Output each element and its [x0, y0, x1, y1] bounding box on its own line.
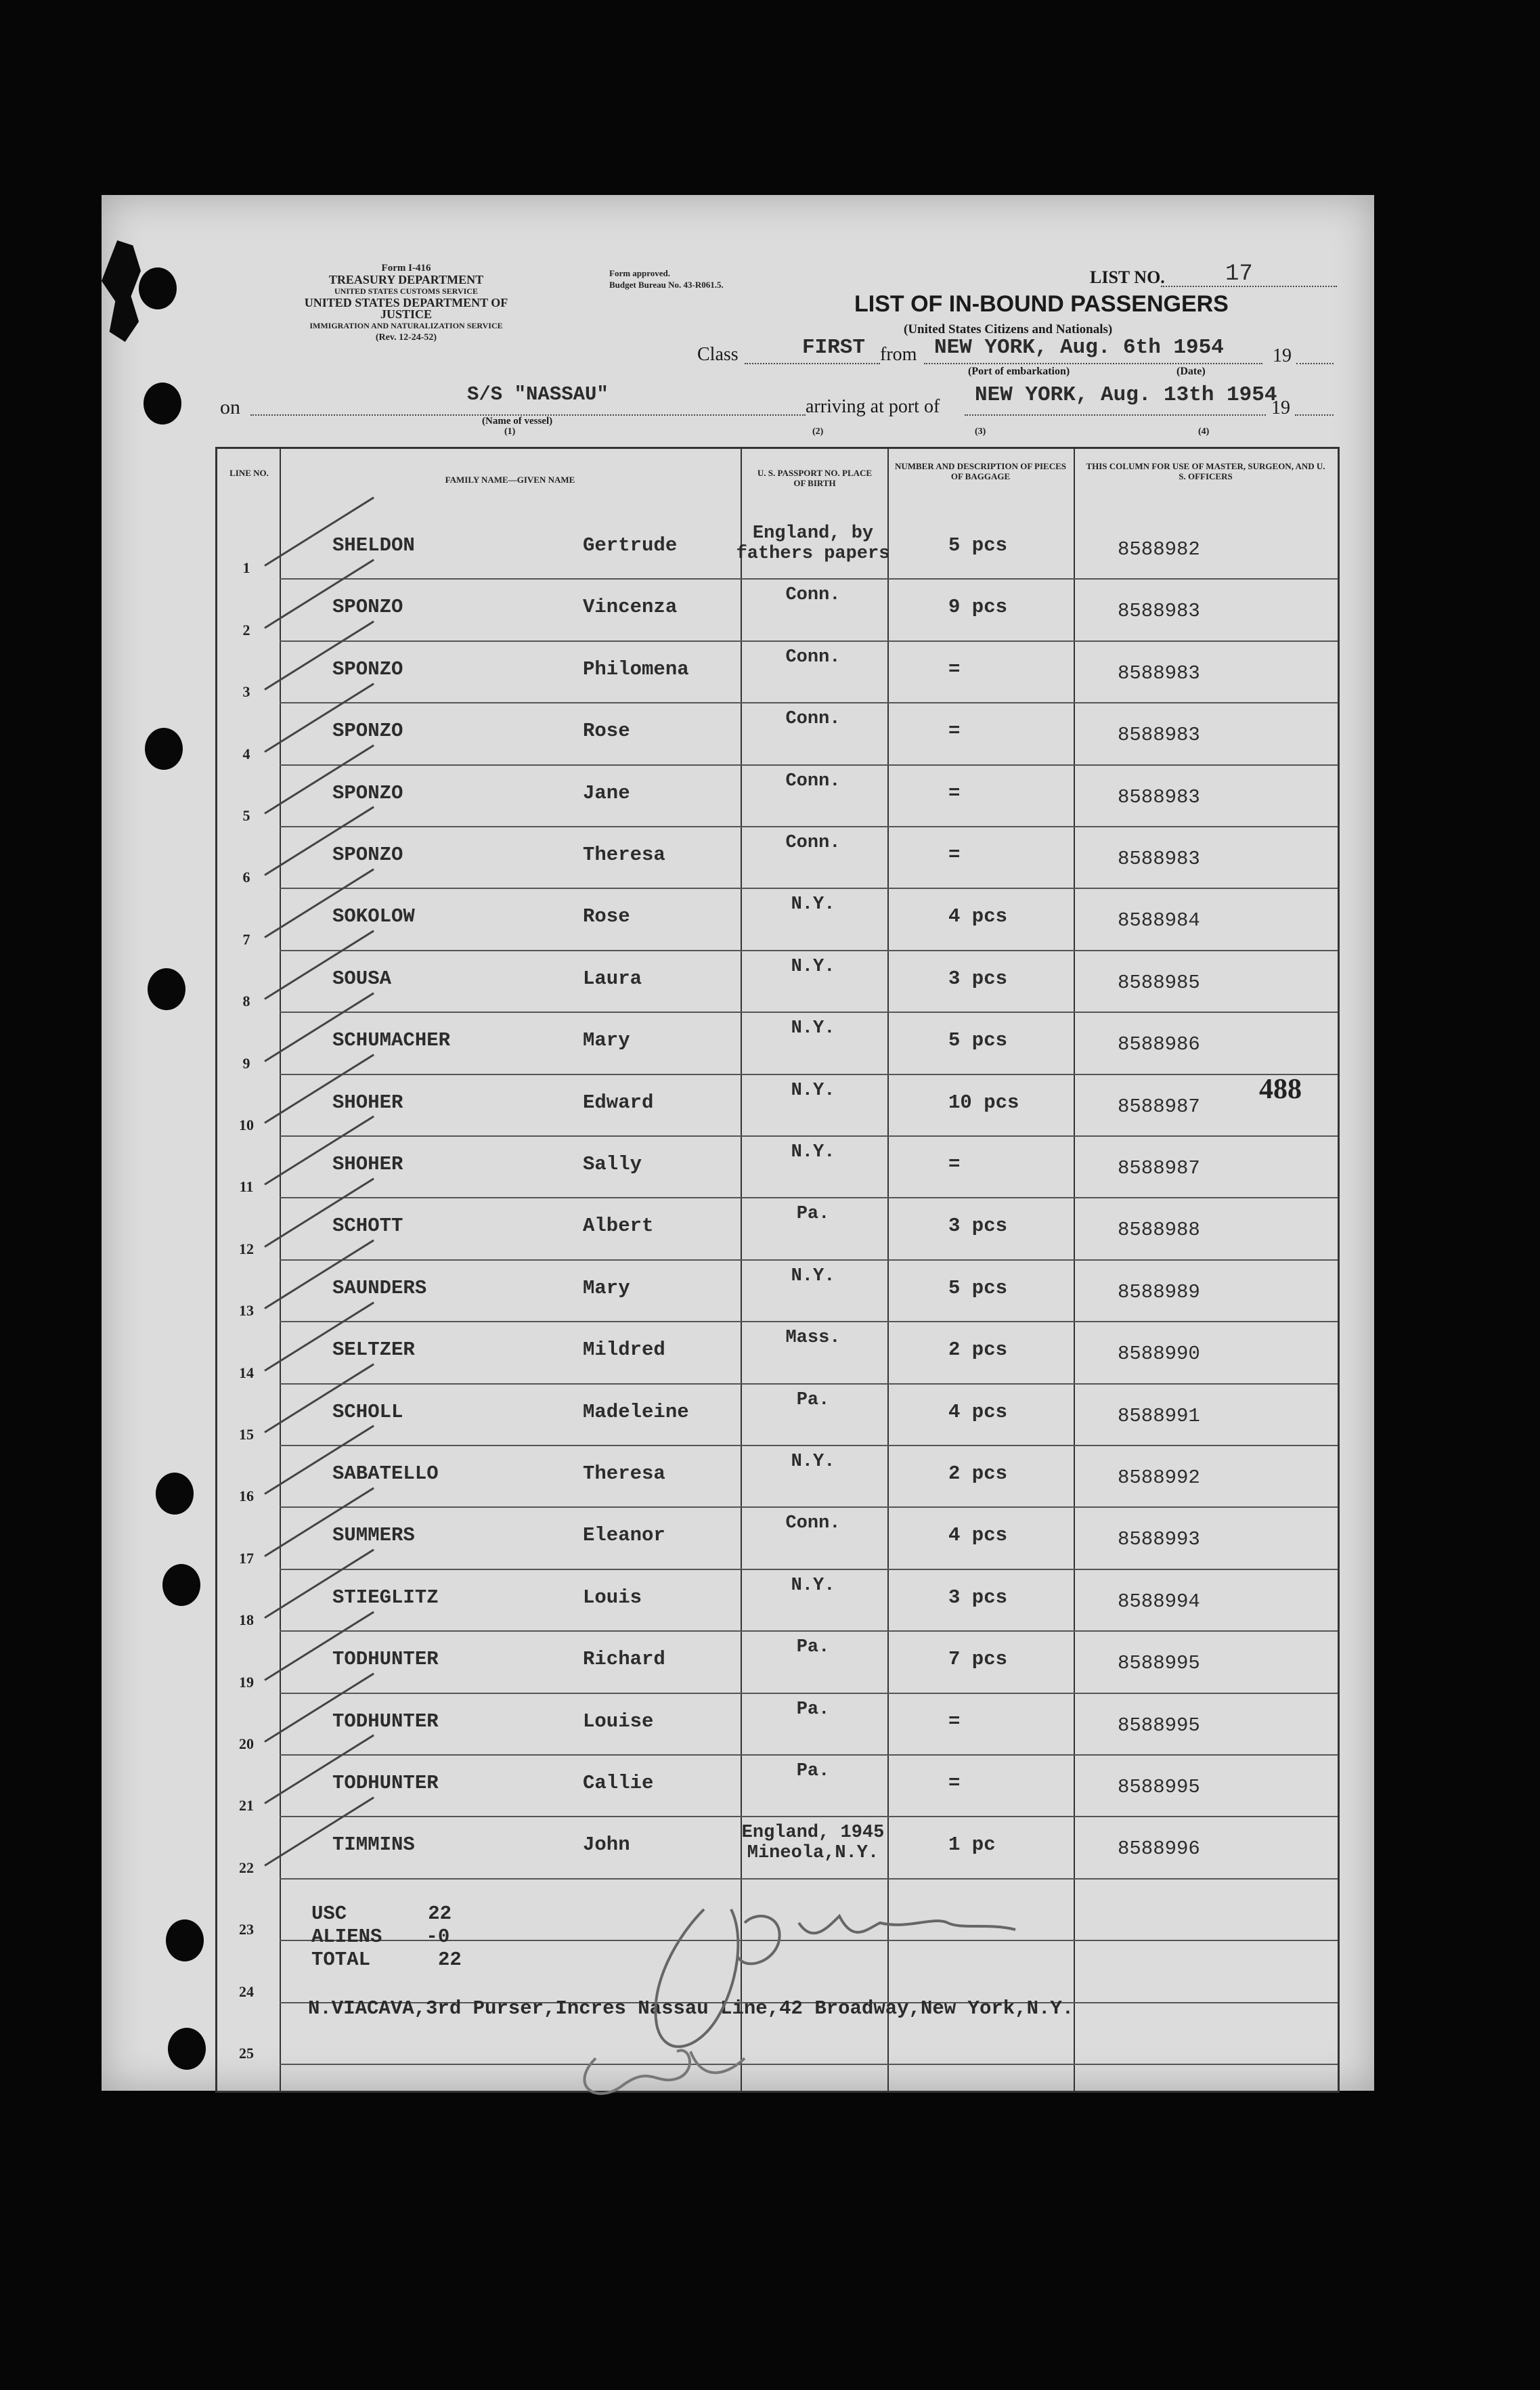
- from-label: from: [880, 344, 917, 365]
- given-name: Sally: [583, 1153, 642, 1175]
- place-of-birth: Conn.: [785, 833, 841, 853]
- place-of-birth: Conn.: [785, 1513, 841, 1534]
- header-name: FAMILY NAME—GIVEN NAME: [445, 475, 575, 485]
- side-number: 488: [1259, 1074, 1302, 1105]
- class-line: [745, 363, 880, 364]
- given-name: Rose: [583, 905, 630, 928]
- officer-code: 8588984: [1118, 909, 1200, 932]
- from-value: NEW YORK, Aug. 6th 1954: [934, 336, 1224, 360]
- treasury-dept: TREASURY DEPARTMENT: [328, 273, 484, 286]
- place-of-birth: England, by fathers papers: [736, 523, 890, 564]
- passenger-table: [215, 447, 1340, 2093]
- family-name: STIEGLITZ: [332, 1586, 439, 1609]
- given-name: Jane: [583, 781, 630, 804]
- vessel-name: S/S "NASSAU": [467, 383, 609, 406]
- family-name: SOUSA: [332, 967, 392, 990]
- totals-block: [311, 1903, 462, 1972]
- list-no-value: 17: [1225, 261, 1253, 287]
- arriving-label: arriving at port of: [806, 396, 940, 417]
- row-divider: [280, 888, 1338, 889]
- punch-hole: [144, 383, 181, 425]
- baggage: 2 pcs: [948, 1462, 1008, 1485]
- line-number: 2: [242, 621, 250, 638]
- family-name: SABATELLO: [332, 1462, 439, 1485]
- row-divider: [280, 1630, 1338, 1632]
- row-divider: [280, 764, 1338, 766]
- given-name: Edward: [583, 1091, 654, 1114]
- line-number: 6: [242, 869, 250, 886]
- given-name: Rose: [583, 720, 630, 743]
- row-divider: [280, 1445, 1338, 1446]
- port-embark-caption: (Port of embarkation): [968, 366, 1070, 377]
- officer-code: 8588990: [1118, 1343, 1200, 1366]
- line-number: 20: [239, 1735, 254, 1752]
- line-number: 16: [239, 1487, 254, 1505]
- place-of-birth: N.Y.: [791, 1452, 835, 1472]
- form-id-block: [278, 263, 535, 343]
- row-divider: [280, 1506, 1338, 1508]
- given-name: Laura: [583, 967, 642, 990]
- year-suffix: 19: [1273, 345, 1292, 366]
- given-name: Louis: [583, 1586, 642, 1609]
- place-of-birth: Conn.: [785, 770, 841, 791]
- officer-code: 8588988: [1118, 1219, 1200, 1242]
- budget-number: Budget Bureau No. 43-R061.5.: [609, 280, 724, 290]
- baggage: 4 pcs: [948, 1524, 1008, 1547]
- form-approved: Form approved.: [609, 268, 671, 278]
- place-of-birth: Pa.: [796, 1761, 830, 1781]
- row-divider: [280, 578, 1338, 580]
- place-of-birth: N.Y.: [791, 1575, 835, 1596]
- baggage: 3 pcs: [948, 967, 1008, 990]
- place-of-birth: N.Y.: [791, 894, 835, 915]
- row-divider: [280, 702, 1338, 703]
- form-subtitle: (United States Citizens and Nationals): [904, 322, 1113, 336]
- given-name: Theresa: [583, 1462, 665, 1485]
- line-number: 10: [239, 1116, 254, 1133]
- officer-code: 8588995: [1118, 1652, 1200, 1675]
- on-label: on: [220, 396, 240, 418]
- line-number: 7: [242, 930, 250, 948]
- family-name: SPONZO: [332, 596, 403, 619]
- baggage: =: [948, 1153, 961, 1175]
- officer-code: 8588983: [1118, 724, 1200, 747]
- col-divider: [1074, 449, 1075, 2091]
- line-number: 23: [239, 1921, 254, 1938]
- officer-code: 8588982: [1118, 538, 1200, 561]
- header-officers: THIS COLUMN FOR USE OF MASTER, SURGEON, AND U. S. OFFICERS: [1086, 461, 1325, 481]
- line-number: 15: [239, 1426, 254, 1443]
- total-row: [311, 1949, 462, 1972]
- usc-row: [311, 1903, 462, 1926]
- family-name: SELTZER: [332, 1339, 415, 1362]
- baggage: 9 pcs: [948, 596, 1008, 619]
- line-number: 4: [242, 745, 250, 762]
- baggage: 5 pcs: [948, 1029, 1008, 1052]
- line-number: 1: [242, 559, 250, 577]
- place-of-birth: Pa.: [796, 1204, 830, 1225]
- officer-code: 8588996: [1118, 1838, 1200, 1861]
- row-divider: [280, 1135, 1338, 1137]
- baggage: 3 pcs: [948, 1586, 1008, 1609]
- row-divider: [280, 1259, 1338, 1261]
- punch-hole: [139, 267, 177, 309]
- baggage: 5 pcs: [948, 1276, 1008, 1299]
- baggage: =: [948, 720, 961, 743]
- family-name: SOKOLOW: [332, 905, 415, 928]
- place-of-birth: Conn.: [785, 585, 841, 606]
- row-divider: [280, 1816, 1338, 1817]
- punch-hole: [148, 968, 185, 1010]
- officer-code: 8588993: [1118, 1528, 1200, 1551]
- place-of-birth: Pa.: [796, 1637, 830, 1658]
- officer-code: 8588987: [1118, 1157, 1200, 1179]
- punch-hole: [156, 1473, 194, 1515]
- punch-hole: [166, 1919, 204, 1961]
- line-number: 14: [239, 1364, 254, 1381]
- baggage: 4 pcs: [948, 905, 1008, 928]
- given-name: Madeleine: [583, 1400, 689, 1423]
- ins-service: IMMIGRATION AND NATURALIZATION SERVICE: [309, 321, 503, 330]
- officer-code: 8588995: [1118, 1776, 1200, 1798]
- officer-code: 8588983: [1118, 661, 1200, 685]
- family-name: SCHOTT: [332, 1215, 403, 1238]
- arrival-value: NEW YORK, Aug. 13th 1954: [975, 383, 1277, 407]
- officer-code: 8588983: [1118, 600, 1200, 623]
- officer-code: 8588989: [1118, 1280, 1200, 1303]
- line-number: 8: [242, 993, 250, 1010]
- col-divider: [280, 449, 281, 2091]
- officer-code: 8588983: [1118, 848, 1200, 870]
- place-of-birth: Pa.: [796, 1389, 830, 1410]
- officer-code: 8588994: [1118, 1590, 1200, 1613]
- line-number: 19: [239, 1673, 254, 1691]
- row-divider: [280, 640, 1338, 642]
- family-name: TODHUNTER: [332, 1648, 439, 1671]
- place-of-birth: Conn.: [785, 647, 841, 668]
- place-of-birth: Mass.: [785, 1328, 841, 1349]
- place-of-birth: N.Y.: [791, 956, 835, 977]
- punch-hole: [145, 728, 183, 770]
- punch-hole: [168, 2028, 206, 2070]
- family-name: SHELDON: [332, 534, 415, 557]
- family-name: TIMMINS: [332, 1833, 415, 1856]
- officer-code: 8588987: [1118, 1095, 1200, 1118]
- line-number: 25: [239, 2045, 254, 2062]
- baggage: =: [948, 844, 961, 866]
- arrival-line: [965, 414, 1266, 416]
- line-number: 17: [239, 1549, 254, 1567]
- from-line: [924, 363, 1262, 364]
- form-title: LIST OF IN-BOUND PASSENGERS: [854, 291, 1229, 317]
- family-name: SHOHER: [332, 1091, 403, 1114]
- line-number: 18: [239, 1611, 254, 1629]
- baggage: =: [948, 1710, 961, 1733]
- year-suffix-2: 19: [1271, 397, 1290, 418]
- row-divider: [280, 1321, 1338, 1322]
- form-number: Form I-416: [381, 263, 431, 274]
- officer-code: 8588986: [1118, 1033, 1200, 1056]
- purser-line: N.VIACAVA,3rd Purser,Incres Nassau Line,42 Broadway,New York,N.Y.: [308, 1997, 1074, 2020]
- family-name: SUMMERS: [332, 1524, 415, 1547]
- purser-signature: [542, 1882, 1083, 2112]
- line-number: 11: [239, 1178, 254, 1196]
- line-number: 9: [242, 1054, 250, 1072]
- line-number: 3: [242, 683, 250, 701]
- row-divider: [280, 1693, 1338, 1694]
- year-line-2: [1295, 414, 1334, 416]
- aliens-row: [311, 1926, 462, 1949]
- given-name: John: [583, 1833, 630, 1856]
- usc-label: USC: [311, 1903, 347, 1925]
- place-of-birth: N.Y.: [791, 1018, 835, 1039]
- approval-block: [609, 267, 812, 290]
- customs-service: UNITED STATES CUSTOMS SERVICE: [334, 286, 478, 296]
- family-name: SCHOLL: [332, 1400, 403, 1423]
- justice-dept: UNITED STATES DEPARTMENT OF JUSTICE: [304, 296, 508, 321]
- family-name: TODHUNTER: [332, 1772, 439, 1794]
- row-divider: [280, 950, 1338, 951]
- header-baggage: NUMBER AND DESCRIPTION OF PIECES OF BAGGAGE: [894, 461, 1067, 481]
- list-no-label: LIST NO.: [1090, 267, 1165, 287]
- family-name: SCHUMACHER: [332, 1029, 451, 1052]
- given-name: Philomena: [583, 657, 689, 680]
- officer-code: 8588983: [1118, 785, 1200, 808]
- given-name: Vincenza: [583, 596, 678, 619]
- given-name: Eleanor: [583, 1524, 665, 1547]
- given-name: Albert: [583, 1215, 654, 1238]
- baggage: 4 pcs: [948, 1400, 1008, 1423]
- baggage: =: [948, 1772, 961, 1794]
- row-divider: [280, 1383, 1338, 1385]
- line-number: 13: [239, 1302, 254, 1320]
- given-name: Gertrude: [583, 534, 678, 557]
- total-value: 22: [438, 1949, 462, 1971]
- row-divider: [280, 1754, 1338, 1756]
- place-of-birth: N.Y.: [791, 1080, 835, 1101]
- given-name: Mildred: [583, 1339, 665, 1362]
- class-value: FIRST: [802, 336, 866, 360]
- given-name: Richard: [583, 1648, 665, 1671]
- col3-caption: (3): [975, 427, 986, 437]
- line-number: 21: [239, 1797, 254, 1815]
- officer-code: 8588992: [1118, 1466, 1200, 1489]
- baggage: 1 pc: [948, 1833, 996, 1856]
- baggage: =: [948, 781, 961, 804]
- punch-hole: [162, 1564, 200, 1606]
- baggage: 7 pcs: [948, 1648, 1008, 1671]
- family-name: SPONZO: [332, 720, 403, 743]
- baggage: =: [948, 657, 961, 680]
- line-number: 22: [239, 1859, 254, 1876]
- place-of-birth: England, 1945 Mineola,N.Y.: [741, 1823, 885, 1864]
- given-name: Mary: [583, 1276, 630, 1299]
- family-name: TODHUNTER: [332, 1710, 439, 1733]
- date-caption: (Date): [1176, 366, 1206, 377]
- col4-caption: (4): [1198, 427, 1210, 437]
- col2-caption: (2): [812, 427, 824, 437]
- year-line: [1296, 363, 1334, 364]
- aliens-value: -0: [426, 1926, 450, 1948]
- place-of-birth: Pa.: [796, 1699, 830, 1720]
- family-name: SPONZO: [332, 844, 403, 866]
- row-divider: [280, 1074, 1338, 1075]
- given-name: Callie: [583, 1772, 654, 1794]
- row-divider: [280, 1197, 1338, 1198]
- line-number: 12: [239, 1240, 254, 1257]
- place-of-birth: N.Y.: [791, 1142, 835, 1163]
- col1-caption: (1): [504, 427, 516, 437]
- row-divider: [280, 826, 1338, 827]
- baggage: 5 pcs: [948, 534, 1008, 557]
- place-of-birth: N.Y.: [791, 1265, 835, 1286]
- line-number: 24: [239, 1982, 254, 2000]
- usc-value: 22: [428, 1903, 452, 1925]
- total-label: TOTAL: [311, 1949, 371, 1971]
- officer-code: 8588991: [1118, 1404, 1200, 1427]
- class-label: Class: [697, 344, 739, 365]
- baggage: 2 pcs: [948, 1339, 1008, 1362]
- place-of-birth: Conn.: [785, 709, 841, 730]
- officer-code: 8588985: [1118, 971, 1200, 994]
- revision: (Rev. 12-24-52): [375, 332, 437, 343]
- header-passport: U. S. PASSPORT NO. PLACE OF BIRTH: [757, 468, 873, 488]
- baggage: 10 pcs: [948, 1091, 1019, 1114]
- header-line-no: LINE NO.: [229, 468, 269, 478]
- row-divider: [280, 1569, 1338, 1570]
- family-name: SPONZO: [332, 657, 403, 680]
- aliens-label: ALIENS: [311, 1926, 382, 1948]
- family-name: SHOHER: [332, 1153, 403, 1175]
- given-name: Mary: [583, 1029, 630, 1052]
- given-name: Louise: [583, 1710, 654, 1733]
- officer-code: 8588995: [1118, 1714, 1200, 1737]
- vessel-caption: (Name of vessel): [482, 416, 553, 427]
- given-name: Theresa: [583, 844, 665, 866]
- family-name: SPONZO: [332, 781, 403, 804]
- baggage: 3 pcs: [948, 1215, 1008, 1238]
- row-divider: [280, 1012, 1338, 1013]
- family-name: SAUNDERS: [332, 1276, 427, 1299]
- line-number: 5: [242, 807, 250, 824]
- row-divider: [280, 1878, 1338, 1880]
